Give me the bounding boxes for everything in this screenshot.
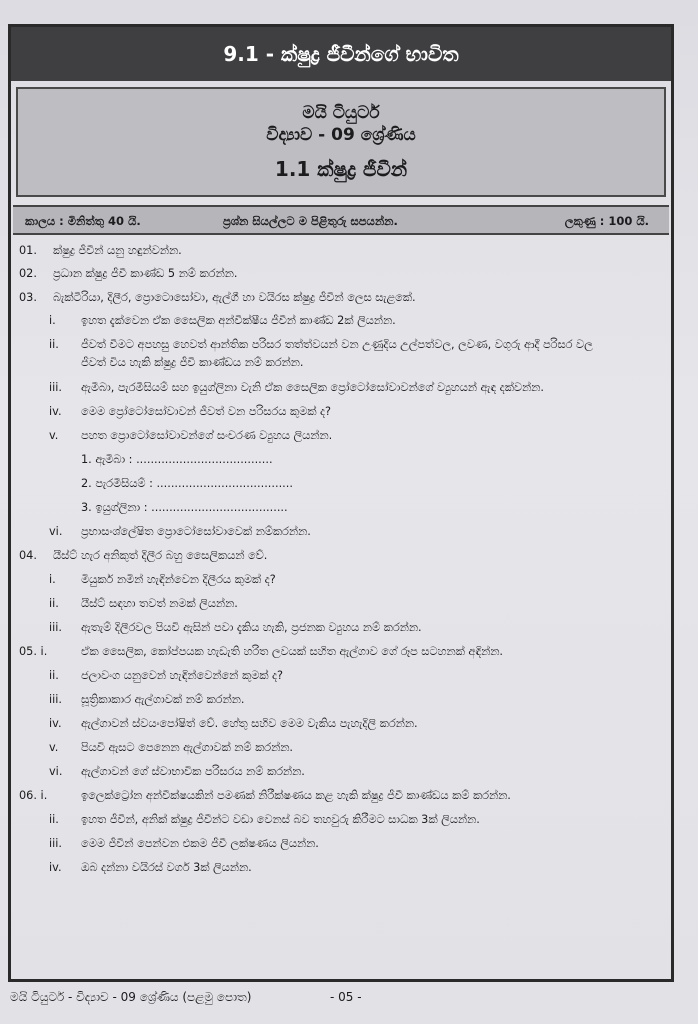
page-number: - 05 - bbox=[330, 990, 362, 1004]
time-label: කාලය : මිනිත්තු 40 යි. bbox=[25, 214, 141, 228]
footer-book-title: මයි ටියුටර් - විද්‍යාව - 09 ශ්‍රේණිය (පළමු පොත) bbox=[10, 990, 252, 1004]
subject-grade: විද්‍යාව - 09 ශ්‍රේණිය bbox=[266, 125, 416, 145]
publisher-name: මයි ටියුටර් bbox=[302, 103, 380, 123]
title-band bbox=[11, 27, 671, 81]
header-box bbox=[16, 87, 666, 197]
instruction-label: ප්‍රශ්න සියල්ලට ම පිළිතුරු සපයන්න. bbox=[223, 214, 398, 228]
worksheet-frame: 9.1 - ක්ෂුද්‍ර ජීවීන්ගේ භාවිත මයි ටියුටර් විද්‍යාව - 09 ශ්‍රේණිය 1.1 ක්ෂුද්‍ර ජීවීන් කාලය : මිනිත්තු 40 යි. ප්‍රශ්න සියල්ලට ම පිළිතුරු සපයන්න. ලකුණු : 100 යි. 01. ක්ෂුද්‍ර ජීවීන් යනු හඳුන්වන්න. 02. ප්‍රධාන ක්ෂුද්‍ර ජීවී කාණ්ඩ 5 නම් කරන්න. 03. බැක්ටීරියා, දිලීර, ප්‍රොටොසෝවා, ඇල්ගී හා වයිරස ක්ෂුද්‍ර ජීවීන් ලෙස සැළකේ. i. ඉහත දැක්වෙන ඒක සෛලික අන්වීක්ෂීය ජීවීන් කාණ්ඩ 2ක් ලියන්න. ii. ජීවත් වීමට අපහසු හෙවත් ආන්තික පරිසර තත්ත්වයන් වන උණුදිය උල්පත්වල, ලවණ, වගුරු ආදී පරිසර වල ජීවත් විය හැකි ක්ෂුද්‍ර ජීවී කාණ්ඩය නම් කරන්න. iii. ඇමීබා, පැරමීසියම් සහ ඉයුග්ලිනා වැනි ඒක සෛලික ප්‍රෝටෝසෝවාවන්ගේ ව්‍යුහයන් ඇඳ දක්වන්න. iv. මෙම ප්‍රෝටෝසෝවාවන් ජීවත් වන පරිසරය කුමක් ද? v. පහත ප්‍රොටෝසෝවාවන්ගේ සංචරණ ව්‍යුහය ලියන්න. 1. ඇමීබා : ...................................... 2. පැරමීසියම් : ...................................... 3. ඉයුග්ලිනා : ...................................... vi. ප්‍රභාසංශ්ලේෂිත ප්‍රොටෝසෝවාවෙක් නම්කරන්න. 04. යීස්ට් හැර අනිකුත් දිලීර බහු සෛලිකයන් වේ. i. මියුකර් නමින් හැඳින්වෙන දිලීරය කුමක් ද? ii. යීස්ට් සඳහා තවත් නමක් ලියන්න. iii. ඇතැම් දිලීරවල පියවි ඇසින් පවා දැකිය හැකි, ප්‍රජනක ව්‍යුහය නම් කරන්න. 05. i. ඒක සෛලික, කෝප්පයක හැඩැති හරිත ලවයක් සහිත ඇල්ගාව ගේ රූප සටහනක් අඳින්න. ii. ජලාවංග යනුවෙන් හැඳින්වෙන්නේ කුමක් ද? iii. සූත්‍රිකාකාර ඇල්ගාවක් නම් කරන්න. iv. ඇල්ගාවන් ස්වයංපෝෂිත් වේ. හේතු සහිව මෙම වැකිය පැහැදිලි කරන්න. v. පියවි ඇසට පෙනෙන ඇල්ගාවක් නම් කරන්න. vi. ඇල්ගාවන් ගේ ස්වාභාවික පරිසරය නම් කරන්න. 06. i. ඉලෙක්ට්‍රෝන අන්වීක්ෂයකින් පමණක් නිරීක්ෂණය කළ හැකි ක්ෂුද්‍ර ජීවී කාණ්ඩය කම් කරන්න. ii. ඉහත ජීවීන්, අනික් ක්ෂුද්‍ර ජීවීන්ට වඩා වෙනස් බව තහවුරු කිරීමට සාධක 3ක් ලියන්න. iii. මෙම ජීවීන් පෙන්වන එකම ජීවී ලක්ෂණය ලියන්න. iv. ඔබ දන්නා වයිරස් වර්ග 3ක් ලියන්න. bbox=[8, 24, 674, 982]
page-footer bbox=[0, 986, 698, 1016]
lesson-title: 1.1 ක්ෂුද්‍ර ජීවීන් bbox=[274, 157, 408, 181]
band-title: 9.1 - ක්ෂුද්‍ර ජීවීන්ගේ භාවිත bbox=[223, 42, 459, 66]
info-bar bbox=[13, 205, 669, 235]
marks-label: ලකුණු : 100 යි. bbox=[564, 214, 649, 228]
